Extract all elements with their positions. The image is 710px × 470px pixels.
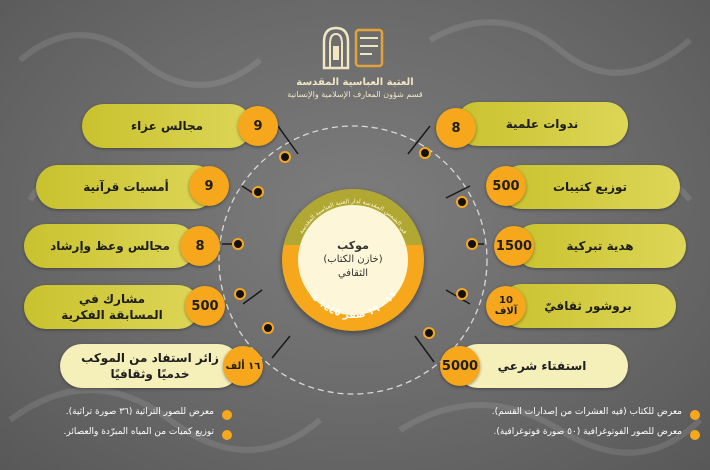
connector-dot <box>423 327 435 339</box>
stat-badge-left-2 <box>189 166 229 206</box>
stat-value: 500 <box>191 298 219 314</box>
connector-dot <box>232 238 244 250</box>
footnote-bullet <box>690 430 700 440</box>
connector-dot <box>419 147 431 159</box>
center-arc-text <box>282 189 424 331</box>
stat-pill-left-1 <box>82 104 252 148</box>
connector-dot <box>456 196 468 208</box>
footnote-right-2: معرض للصور الفوتوغرافية (٥٠ صورة فوتوغرافية). <box>493 427 682 437</box>
stat-badge-right-1 <box>436 108 476 148</box>
connector-dot <box>279 151 291 163</box>
footnote-bullet <box>222 410 232 420</box>
stat-badge-right-5 <box>440 346 480 386</box>
svg-text:١١ - ١٩ صفر ١٤٤٥ هـ <box>306 288 399 321</box>
stat-value: 9 <box>204 178 214 194</box>
stat-pill-right-2 <box>500 165 680 209</box>
stat-pill-right-5 <box>456 344 628 388</box>
footnote-right-1: معرض للكتاب (فيه العشرات من إصدارات القسم). <box>491 407 682 417</box>
stat-pill-right-4 <box>500 284 676 328</box>
stat-badge-right-4 <box>486 286 526 326</box>
connector-dot <box>466 238 478 250</box>
institution-line1: العتبة العباسية المقدسة <box>296 77 414 88</box>
center-subtitle2: الثقافي <box>337 268 369 279</box>
stat-label: توزيع كتيبات <box>552 180 628 194</box>
stat-value: 9 <box>253 118 263 134</box>
footnote-left-1: معرض للصور التراثية (٣٦ صورة تراثية). <box>65 407 214 417</box>
stat-label: زائر استفاد من الموكب خدميًا وثقافيًا <box>81 351 219 381</box>
center-arc-bottom: ١١ - ١٩ صفر ١٤٤٥ هـ <box>307 289 400 322</box>
connector-dot <box>456 288 468 300</box>
connector-dot <box>252 186 264 198</box>
svg-text:في الشمس المقدسة لدار العتبة ا <box>298 198 409 235</box>
stat-label: مشارك في المسابقة الفكرية <box>61 292 163 322</box>
footnote-bullet <box>222 430 232 440</box>
stat-pill-right-3 <box>514 224 686 268</box>
stat-pill-right-1 <box>456 102 628 146</box>
stat-value: 8 <box>451 120 461 136</box>
connector-dot <box>262 322 274 334</box>
stat-badge-left-4 <box>185 286 225 326</box>
institution-line2: قسم شؤون المعارف الإسلامية والإنسانية <box>287 90 423 99</box>
connector-dot <box>234 288 246 300</box>
stat-value: 10 آلاف <box>494 295 518 317</box>
stat-value: 5000 <box>441 358 479 374</box>
center-arc-top: في الشمس المقدسة لدار العتبة العباسية المقدسة <box>297 197 409 236</box>
stat-label: ندوات علمية <box>505 117 579 131</box>
stat-pill-left-5 <box>60 344 240 388</box>
stat-value: 1500 <box>495 238 533 254</box>
stat-label: مجالس وعظ وإرشاد <box>50 239 170 253</box>
stat-badge-right-3 <box>494 226 534 266</box>
stat-label: مجالس عزاء <box>130 119 204 133</box>
center-title: موكب <box>337 239 369 252</box>
stat-label: استفتاء شرعي <box>497 359 587 373</box>
stat-label: أمسيات قرآنية <box>83 180 169 194</box>
stat-pill-left-4 <box>24 285 200 329</box>
stat-label: هدية تبركية <box>566 239 634 253</box>
stat-value: 500 <box>492 178 520 194</box>
center-subtitle: (خازن الكتاب) <box>323 254 383 265</box>
footnote-bullet <box>690 410 700 420</box>
stat-value: ١٦ ألف <box>225 360 261 372</box>
stat-value: 8 <box>195 238 205 254</box>
stat-badge-left-3 <box>180 226 220 266</box>
stat-pill-left-3 <box>24 224 196 268</box>
stat-badge-left-1 <box>238 106 278 146</box>
stat-badge-right-2 <box>486 166 526 206</box>
stat-badge-left-5 <box>223 346 263 386</box>
stat-label: بروشور ثقافيّ <box>544 299 632 313</box>
footnote-left-2: توزيع كميات من المياه المبرّدة والعصائر. <box>63 427 214 437</box>
